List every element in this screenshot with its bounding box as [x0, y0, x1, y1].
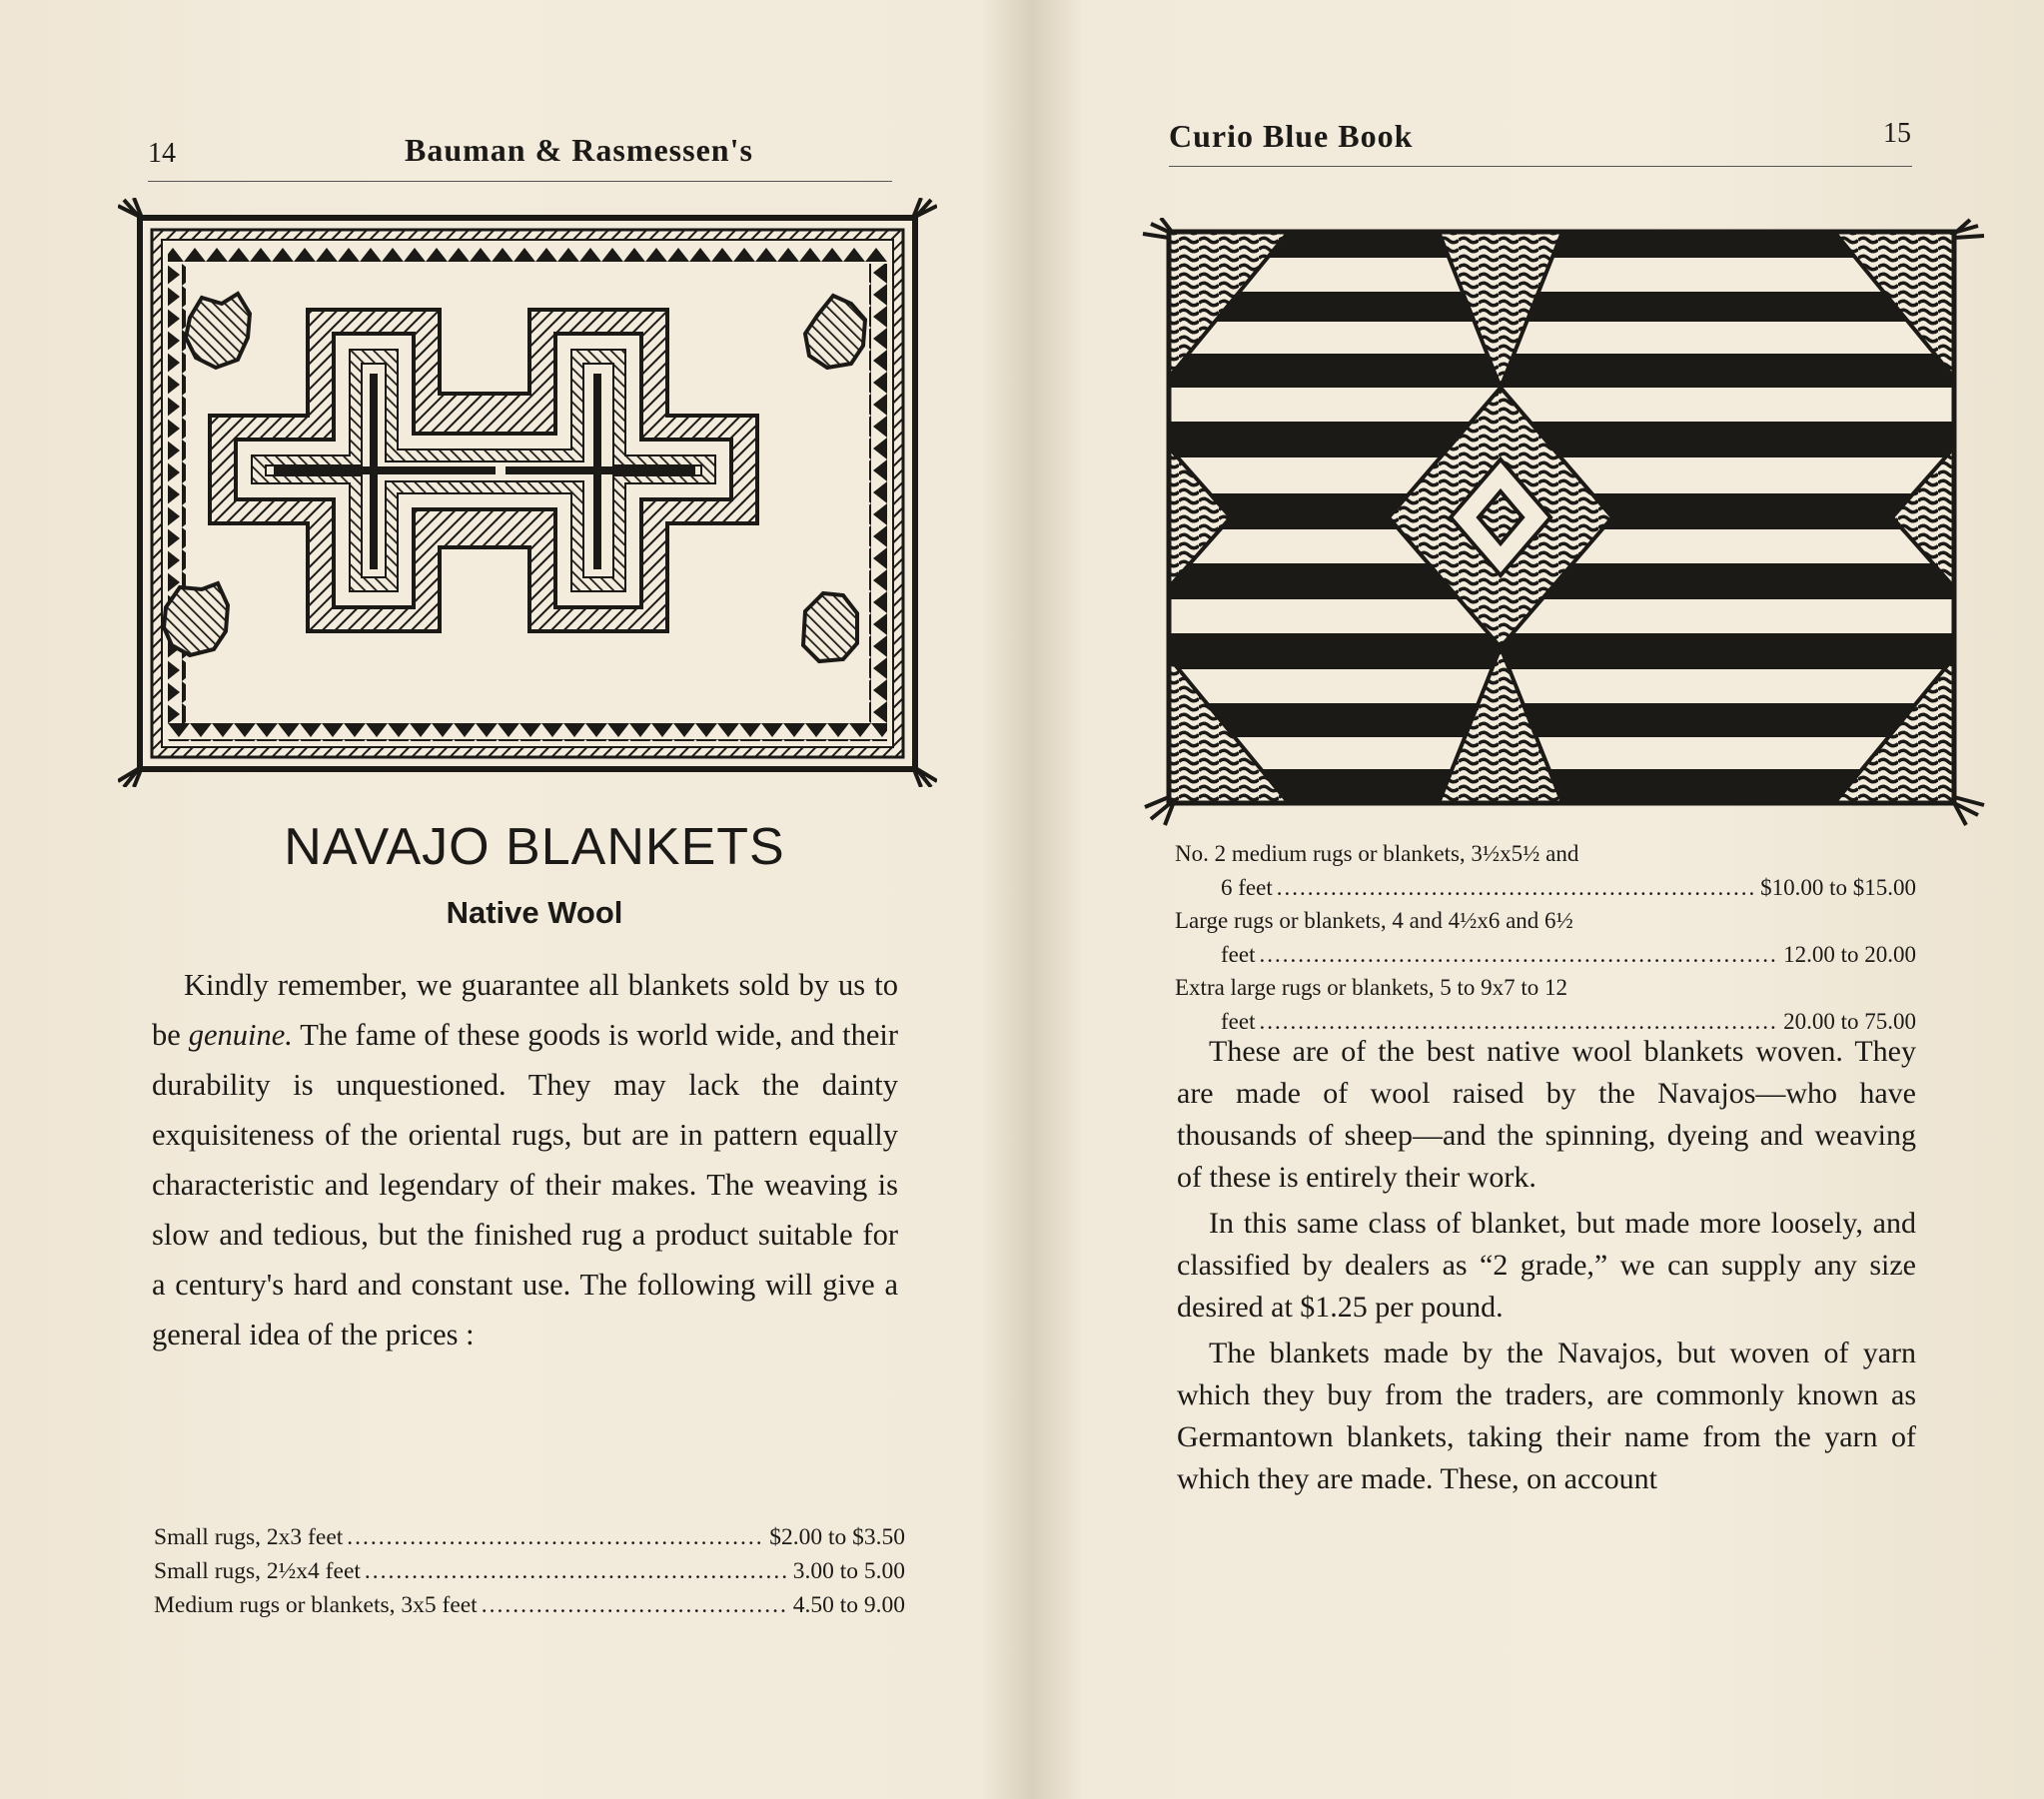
price-list-left [154, 1520, 905, 1622]
paragraph [1177, 1031, 1916, 1199]
price-label: Extra large rugs or blankets, 5 to 9x7 to 12 [1175, 975, 1568, 1000]
price-row [154, 1554, 905, 1588]
header-rule-left [148, 181, 892, 182]
price-value: $10.00 to $15.00 [1760, 874, 1916, 900]
paragraph [1177, 1333, 1916, 1500]
header-rule-right [1169, 166, 1912, 167]
price-row-heading [1175, 904, 1916, 938]
price-label: Small rugs, 2½x4 feet [154, 1558, 361, 1584]
price-value: $2.00 to $3.50 [769, 1524, 905, 1550]
page-number-left: 14 [148, 138, 176, 169]
price-row [154, 1520, 905, 1554]
navajo-blanket-illustration-crosses [118, 198, 937, 787]
price-row-heading [1175, 971, 1916, 1005]
price-label: 6 feet [1221, 874, 1273, 900]
price-label: No. 2 medium rugs or blankets, 3½x5½ and [1175, 841, 1579, 866]
price-row [1175, 871, 1916, 905]
price-value: 20.00 to 75.00 [1783, 1008, 1916, 1034]
navajo-blanket-illustration-stripes [1139, 218, 1988, 829]
price-label: feet [1221, 941, 1256, 967]
price-label: Small rugs, 2x3 feet [154, 1524, 344, 1550]
page-number-right: 15 [1883, 118, 1911, 149]
running-head-right: Curio Blue Book [1169, 118, 1414, 154]
paragraph-text: These are of the best native wool blankets woven. They are made of wool raised by the Navajos—who have thousands of sheep—and the spinning, dyeing and weaving of these is entirely their work. [1177, 1035, 1916, 1194]
price-row [154, 1588, 905, 1622]
price-value: 4.50 to 9.00 [792, 1592, 905, 1618]
price-label: feet [1221, 1008, 1256, 1034]
right-body-text [1177, 1031, 1916, 1500]
paragraph-text: The blankets made by the Navajos, but woven of yarn which they buy from the traders, are commonly known as Germantown blankets, taking their name from the yarn of which they are made. These, on account [1177, 1337, 1916, 1495]
section-title: NAVAJO BLANKETS [284, 818, 785, 876]
price-value: 3.00 to 5.00 [792, 1558, 905, 1584]
price-label: Medium rugs or blankets, 3x5 feet [154, 1592, 478, 1618]
intro-text-b: The fame of these goods is world wide, and their durability is unquestioned. They may lack the dainty exquisiteness of the oriental rugs, but are in pattern equally characteristic and legendary of their makes. The weaving is slow and tedious, but the finished rug a product suitable for a century's hard and constant use. The following will give a general idea of the prices : [152, 1018, 899, 1351]
intro-text-a: Kindly remember, we guarantee all blankets sold by us to be [152, 968, 898, 1052]
price-row-heading [1175, 837, 1916, 871]
section-subtitle: Native Wool [446, 895, 623, 930]
intro-text-emphasis: genuine. [188, 1018, 293, 1052]
price-value: 12.00 to 20.00 [1783, 941, 1916, 967]
intro-paragraph [152, 960, 898, 1359]
paragraph [1177, 1203, 1916, 1329]
paragraph-text: In this same class of blanket, but made more loosely, and classified by dealers as “2 grade,” we can supply any size desired at $1.25 per pound. [1177, 1207, 1916, 1324]
right-page [1029, 0, 2044, 1799]
price-row [1175, 938, 1916, 972]
price-label: Large rugs or blankets, 4 and 4½x6 and 6½ [1175, 908, 1573, 933]
price-list-right [1175, 837, 1916, 1038]
running-head-left: Bauman & Rasmessen's [405, 132, 753, 168]
